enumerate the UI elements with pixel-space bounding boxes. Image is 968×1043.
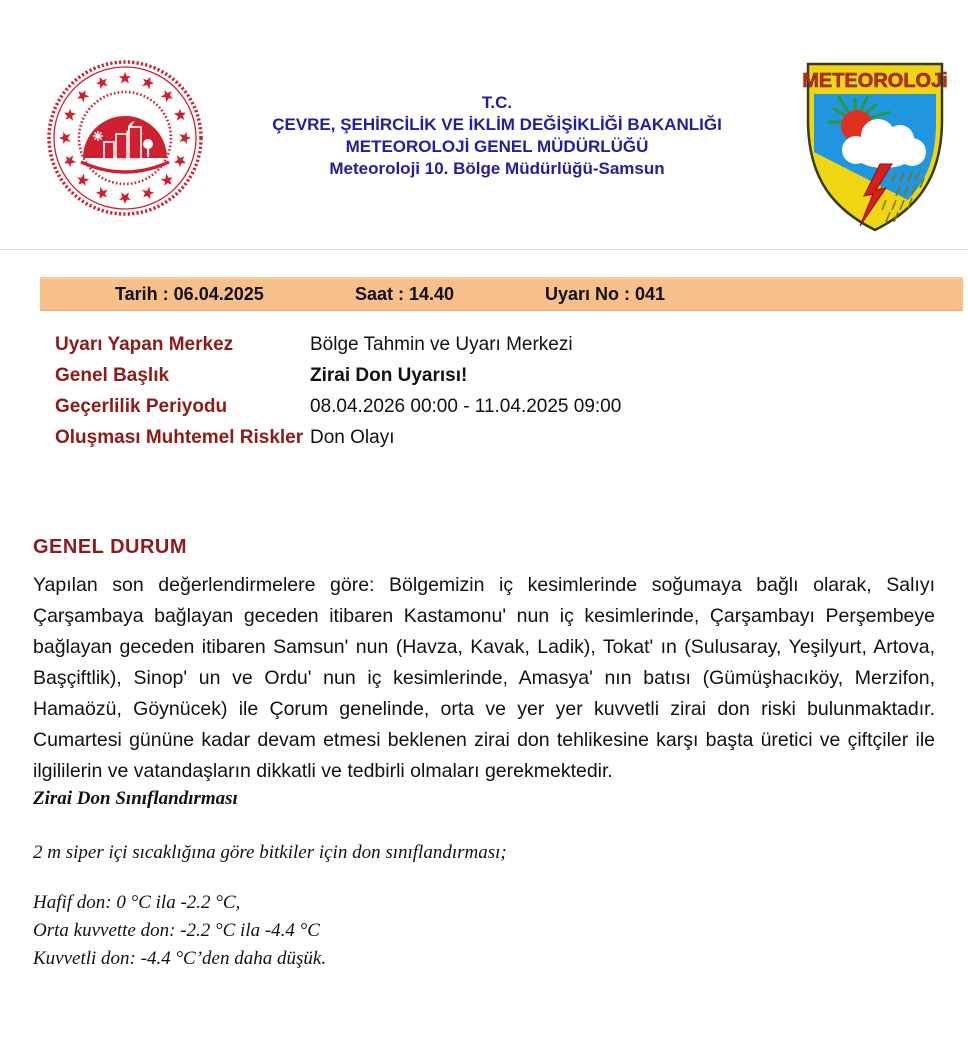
field-label-validity-period: Geçerlilik Periyodu [55,396,228,417]
general-situation-paragraph: Yapılan son değerlendirmelere göre: Bölgemizin iç kesimlerinde soğumaya bağlı olarak, Salıyı Çarşambaya bağlayan geceden itibaren Kastamonu' nun iç kesimlerinde, Çarşambayı Perşembeye bağlayan geceden itibaren Samsun' nun (Havza, Kavak, Ladik), Tokat' ın (Sulusaray, Yeşilyurt, Artova, Başçiftlik), Sinop' un ve Ordu' nun iç kesimlerinde, Amasya' nın batısı (Gümüşhacıköy, Merzifon, Hamaözü, Göynücek) ile Çorum genelinde, orta ve yer yer kuvvetli zirai don riski bulunmaktadır. Cumartesi gününe kadar devam etmesi beklenen zirai don tehlikesine karşı başta üretici ve çiftçiler ile ilgililerin ve vatandaşların dikkatli ve tedbirli olmaları gerekmektedir. [33,574,935,782]
header-line-directorate: METEOROLOJİ GENEL MÜDÜRLÜĞÜ [345,137,649,156]
info-date: Tarih : 06.04.2025 [115,284,264,304]
frost-classification-intro: 2 m siper içi sıcaklığına göre bitkiler için don sınıflandırması; [33,842,507,863]
header-divider [0,249,968,250]
document-header [180,92,814,180]
meteorology-shield-logo [800,60,950,235]
frost-class-moderate: Orta kuvvette don: -2.2 °C ila -4.4 °C [33,920,320,941]
field-value-possible-risks: Don Olayı [310,427,395,448]
field-label-possible-risks: Oluşması Muhtemel Riskler [55,427,304,448]
header-line-ministry: ÇEVRE, ŞEHİRCİLİK VE İKLİM DEĞİŞİKLİĞİ BAKANLIĞI [272,115,722,134]
field-value-issuing-center: Bölge Tahmin ve Uyarı Merkezi [310,334,573,355]
shield-title-text: METEOROLOJi [802,70,948,92]
frost-classification-title: Zirai Don Sınıflandırması [33,788,238,809]
frost-class-strong: Kuvvetli don: -4.4 °C’den daha düşük. [33,948,327,969]
meteorology-shield-icon [800,60,950,235]
info-warning-no: Uyarı No : 041 [545,284,666,304]
field-value-general-title: Zirai Don Uyarısı! [310,365,468,386]
frost-classification-section [33,788,935,973]
field-value-validity-period: 08.04.2026 00:00 - 11.04.2025 09:00 [310,396,622,417]
warning-fields [55,335,755,448]
general-situation-heading: GENEL DURUM [33,536,188,558]
field-label-issuing-center: Uyarı Yapan Merkez [55,334,234,355]
field-label-general-title: Genel Başlık [55,365,170,386]
header-line-tc: T.C. [481,93,513,112]
info-time: Saat : 14.40 [355,284,455,304]
frost-class-light: Hafif don: 0 °C ila -2.2 °C, [33,892,241,913]
header-line-region: Meteoroloji 10. Bölge Müdürlüğü-Samsun [329,159,665,178]
info-bar [40,277,963,311]
